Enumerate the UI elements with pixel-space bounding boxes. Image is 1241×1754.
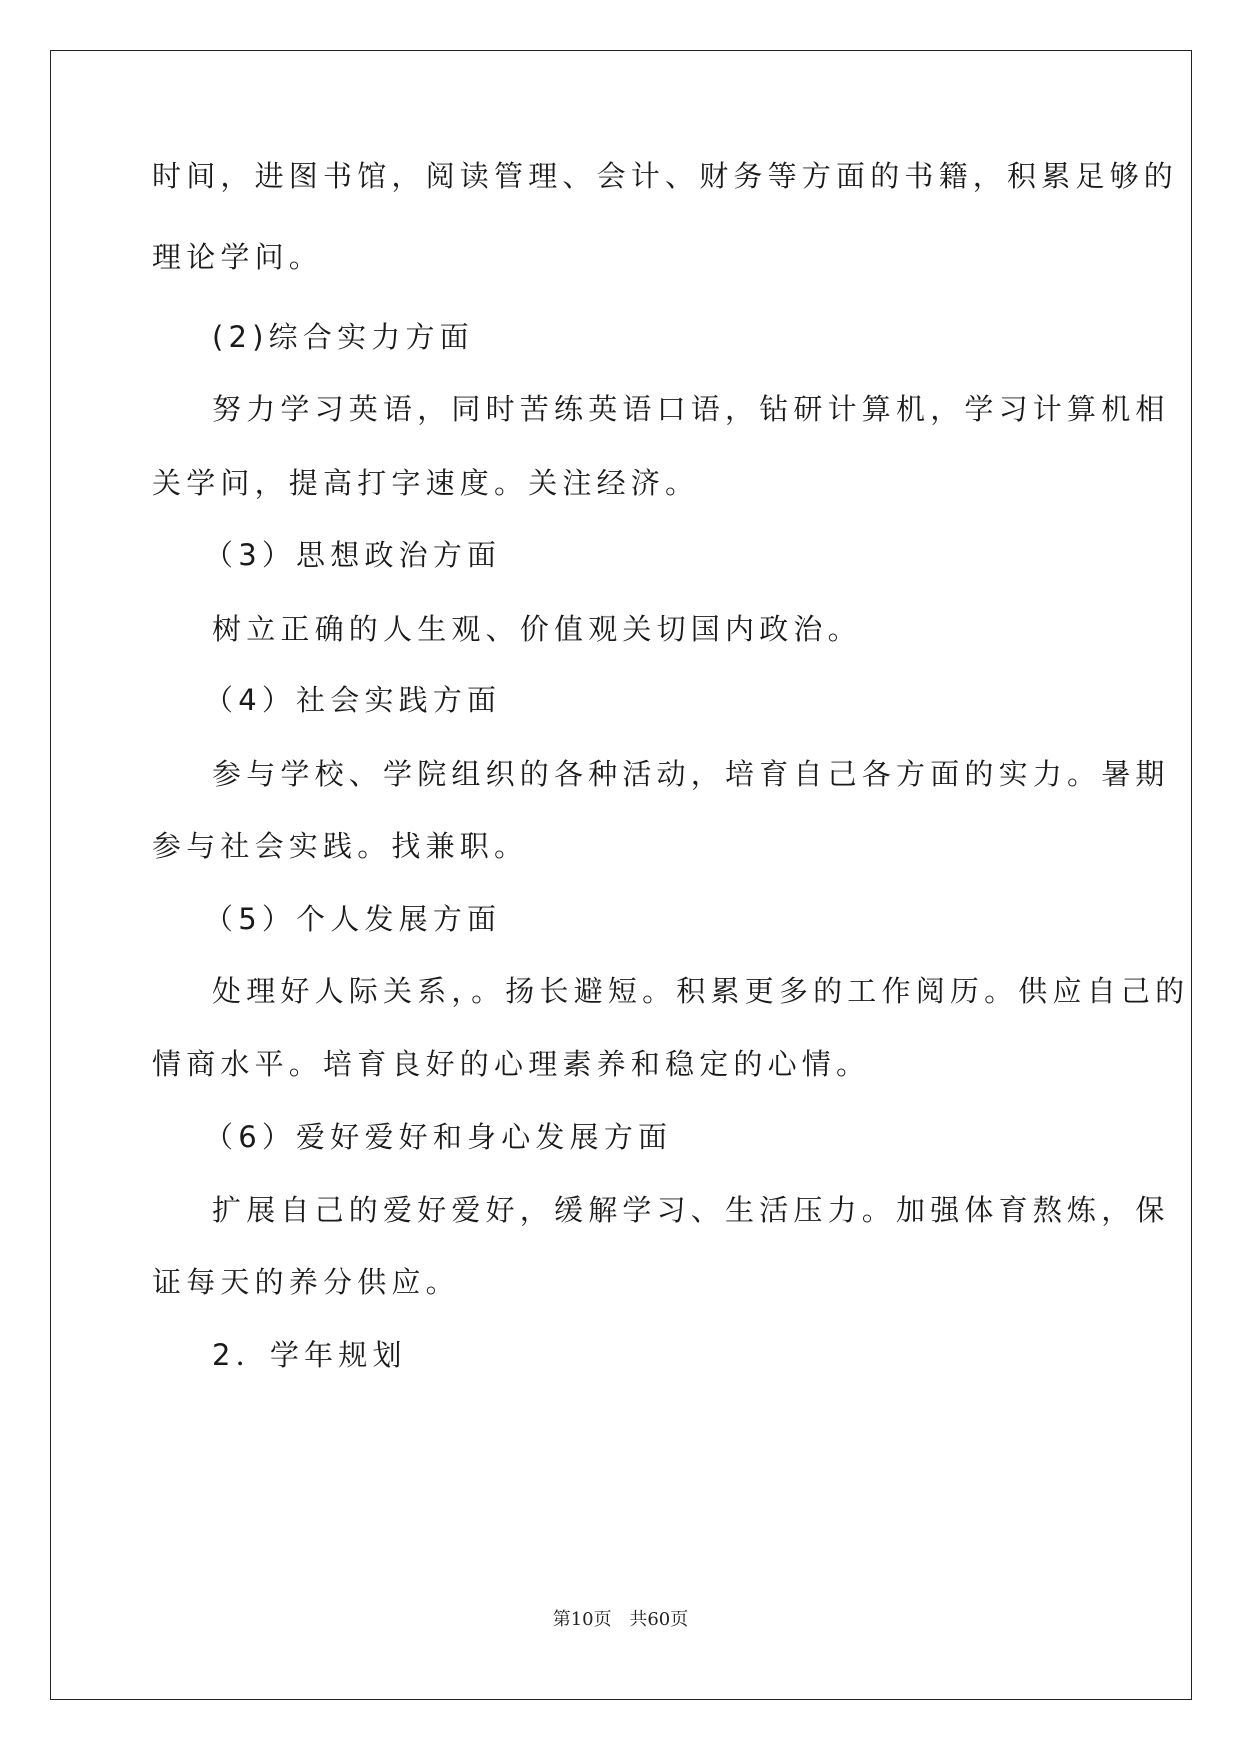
text-line: 证每天的养分供应。 (152, 1265, 460, 1299)
page-border (50, 50, 1192, 1700)
current-page-label: 第10页 (552, 1609, 612, 1630)
text-line: 扩展自己的爱好爱好，缓解学习、生活压力。加强体育熬炼，保 (212, 1193, 1170, 1227)
section-heading: （5）个人发展方面 (204, 902, 502, 936)
section-heading: （3）思想政治方面 (204, 538, 502, 572)
section-heading: （4）社会实践方面 (204, 683, 502, 717)
section-heading: (2)综合实力方面 (212, 320, 474, 354)
section-heading: （6）爱好爱好和身心发展方面 (204, 1120, 673, 1154)
section-heading: 2．学年规划 (212, 1338, 407, 1372)
text-line: 关学问，提高打字速度。关注经济。 (152, 466, 700, 500)
page-footer (0, 1605, 1241, 1631)
text-line: 树立正确的人生观、价值观关切国内政治。 (212, 612, 862, 646)
text-line: 参与学校、学院组织的各种活动，培育自己各方面的实力。暑期 (212, 757, 1170, 791)
total-pages-label: 共60页 (629, 1609, 689, 1630)
text-line: 努力学习英语，同时苦练英语口语，钻研计算机，学习计算机相 (212, 392, 1170, 426)
text-line: 情商水平。培育良好的心理素养和稳定的心情。 (152, 1047, 871, 1081)
text-line: 理论学问。 (152, 240, 324, 274)
text-line: 时间，进图书馆，阅读管理、会计、财务等方面的书籍，积累足够的 (152, 159, 1179, 193)
text-line: 参与社会实践。找兼职。 (152, 829, 529, 863)
text-line: 处理好人际关系，。扬长避短。积累更多的工作阅历。供应自己的 (212, 974, 1190, 1008)
